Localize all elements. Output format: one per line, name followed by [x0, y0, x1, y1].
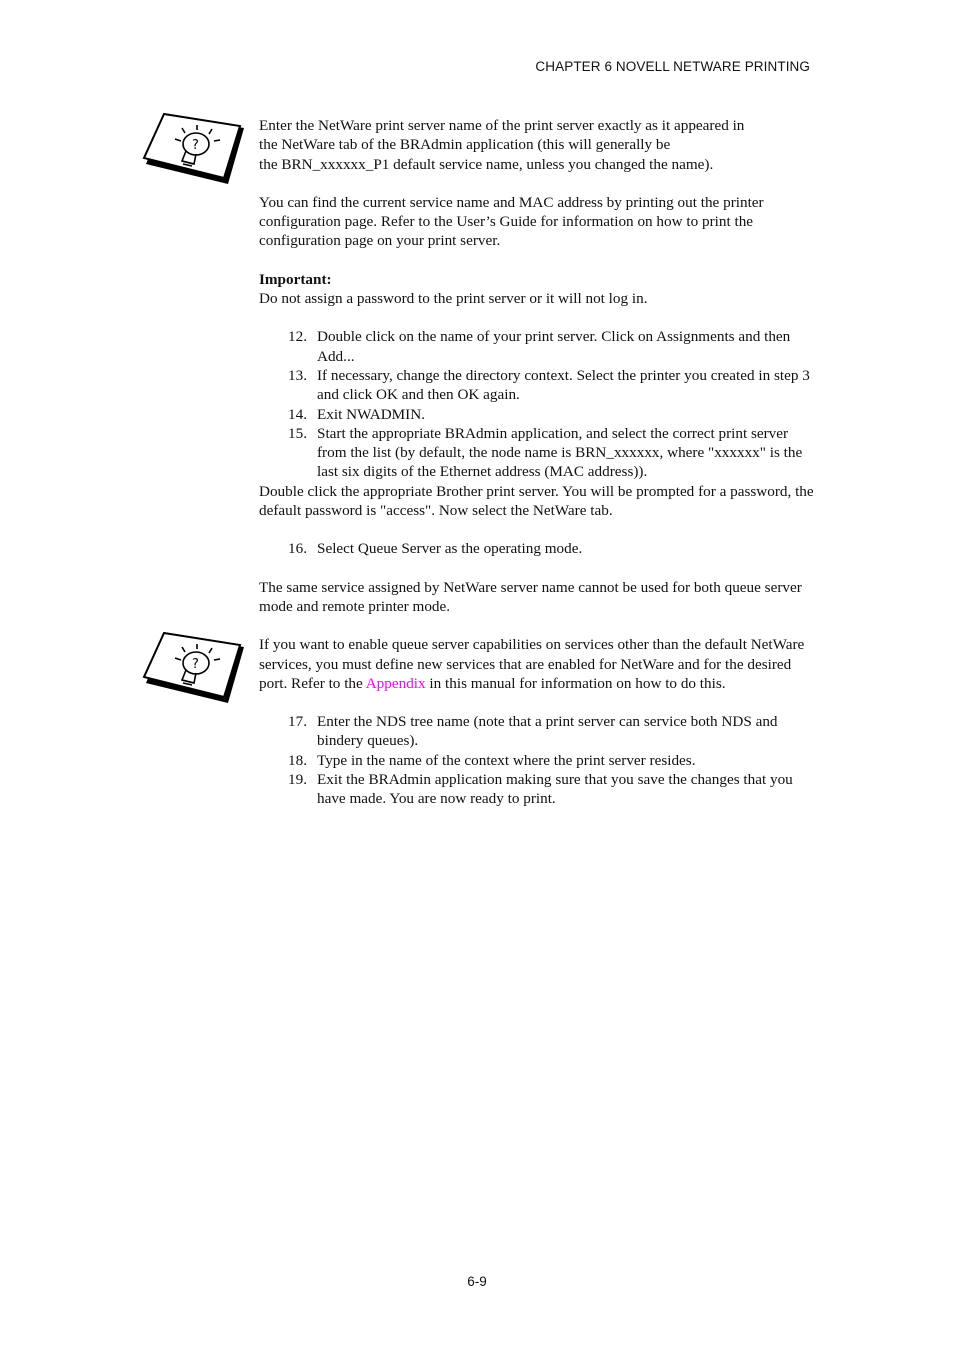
list-item: 18. Type in the name of the context where the print server resides.	[288, 751, 696, 769]
svg-text:?: ?	[192, 138, 199, 153]
list-item: 16. Select Queue Server as the operating mode.	[288, 540, 583, 558]
page-content	[259, 116, 819, 809]
list-item: 14. Exit NWADMIN.	[288, 405, 425, 423]
list-item: 12. Double click on the name of your print server. Click on Assignments and then Add...	[288, 328, 791, 365]
important-label: Important:	[259, 270, 332, 288]
list-item: 13. If necessary, change the directory context. Select the printer you created in step 3 and click OK and then OK again.	[288, 366, 810, 404]
steps-list-b	[259, 712, 819, 808]
appendix-link[interactable]: Appendix	[365, 674, 426, 692]
double-click-paragraph: Double click the appropriate Brother print server. You will be prompted for a password, the default password is "access". Now select the NetWare tab.	[259, 482, 814, 520]
lightbulb-note-icon	[142, 112, 246, 186]
note-1	[259, 116, 819, 174]
note-1-line: the NetWare tab of the BRAdmin application (this will generally be	[259, 136, 671, 154]
note-2: If you want to enable queue server capabilities on services other than the default NetWare services, you must define new services that are enabled for NetWare and for the desired port. Refer to the Appendix in this manual for information on how to do this.	[259, 636, 805, 692]
svg-text:?: ?	[192, 657, 199, 672]
important-text: Do not assign a password to the print server or it will not log in.	[259, 290, 648, 308]
note-1-line: the BRN_xxxxxx_P1 default service name, unless you changed the name).	[259, 155, 714, 173]
list-item: 19. Exit the BRAdmin application making sure that you save the changes that you have made. You are now ready to print.	[288, 771, 793, 808]
page-header: CHAPTER 6 NOVELL NETWARE PRINTING	[535, 59, 810, 74]
steps-list-a	[259, 327, 819, 481]
lightbulb-note-icon	[142, 631, 246, 705]
same-service-paragraph: The same service assigned by NetWare server name cannot be used for both queue server mode and remote printer mode.	[259, 578, 802, 615]
find-service-paragraph: You can find the current service name and MAC address by printing out the printer configuration page. Refer to the User’s Guide for information on how to print the configuration page on your print server.	[259, 193, 764, 250]
page-number: 6-9	[467, 1274, 487, 1289]
note-1-line: Enter the NetWare print server name of the print server exactly as it appeared in	[259, 117, 745, 134]
list-item: 17. Enter the NDS tree name (note that a print server can service both NDS and bindery queues).	[288, 713, 778, 750]
steps-list-16	[259, 539, 819, 558]
important-block	[259, 270, 819, 309]
list-item: 15. Start the appropriate BRAdmin application, and select the correct print server from the list (by default, the node name is BRN_xxxxxx, where "xxxxxx" is the last six digits of the Ethernet address (MAC address)).	[288, 424, 803, 481]
